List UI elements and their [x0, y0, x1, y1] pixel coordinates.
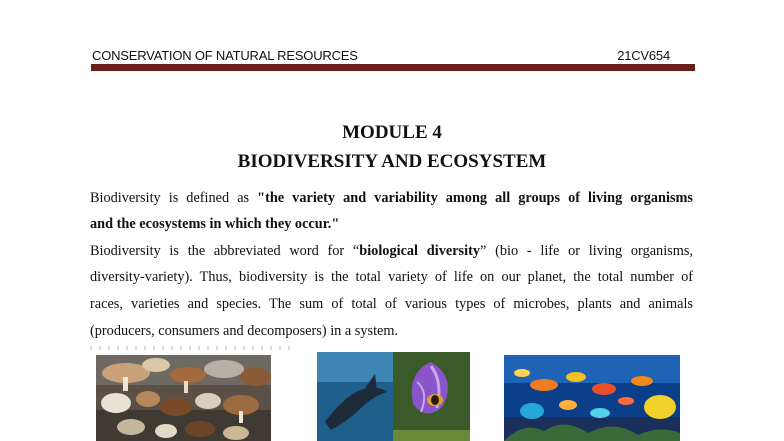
explanation-line-3: races, varieties and species. The sum of total of various types of microbes, plants and animals: [90, 296, 693, 312]
explanation-lead: Biodiversity is the abbreviated word for “: [90, 243, 360, 259]
explanation-rest: ” (bio - life or living organisms,: [479, 243, 694, 259]
header-subject: CONSERVATION OF NATURAL RESOURCES: [92, 48, 358, 63]
faint-scan-mark: [90, 346, 290, 350]
definition-line-1: [90, 185, 693, 212]
definition-bold-2: and the ecosystems in which they occur.": [90, 216, 340, 232]
definition-lead: Biodiversity is defined as: [90, 190, 258, 206]
module-title: BIODIVERSITY AND ECOSYSTEM: [237, 151, 547, 172]
header-rule: [91, 64, 695, 71]
mushrooms-photo: [96, 355, 271, 441]
explanation-bold-term: biological diversity: [359, 243, 480, 259]
definition-bold-1: "the variety and variability among all groups of living organisms: [257, 190, 693, 206]
definition-line-2: [90, 211, 693, 238]
explanation-line-1: [90, 238, 693, 265]
explanation-line-4: (producers, consumers and decomposers) in a system.: [90, 323, 399, 339]
running-header: [92, 48, 694, 64]
reef-fish-photo: [504, 355, 680, 441]
header-course-code: 21CV654: [617, 48, 670, 63]
whale-and-flower-photo: [317, 352, 470, 441]
explanation-line-2: diversity-variety). Thus, biodiversity is the total variety of life on our planet, the total number of: [90, 269, 693, 285]
module-number: MODULE 4: [342, 122, 442, 143]
